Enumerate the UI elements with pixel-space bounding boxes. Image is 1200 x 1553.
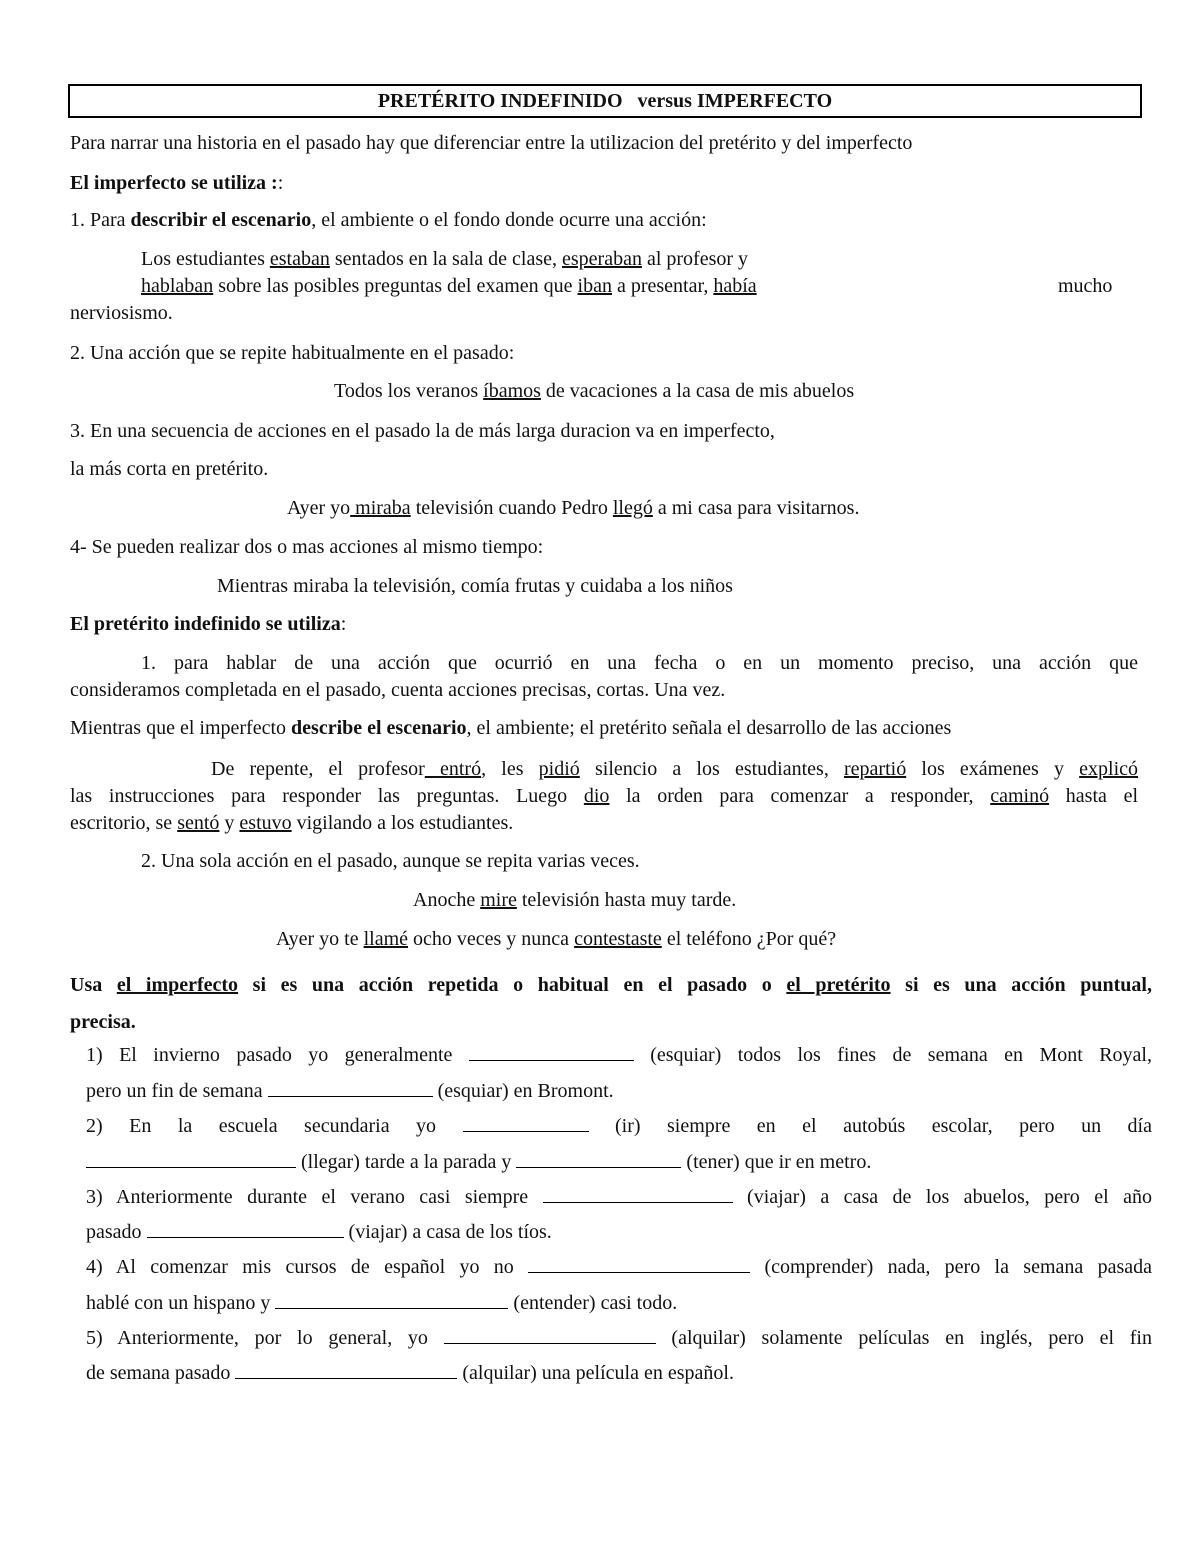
- exercise-2-blank-2[interactable]: [86, 1149, 296, 1168]
- imperfect-example-4: Mientras miraba la televisión, comía frutas y cuidaba a los niños: [217, 575, 733, 597]
- exercise-2-blank-3[interactable]: [516, 1149, 681, 1168]
- title-part2: versus IMPERFECTO: [637, 90, 833, 112]
- exercise-4-blank-2[interactable]: [275, 1290, 508, 1309]
- exercise-1-line2: pero un fin de semana (esquiar) en Bromont.: [86, 1080, 614, 1102]
- exercise-5-blank-2[interactable]: [235, 1360, 457, 1379]
- imperfect-example-1-line2: hablaban sobre las posibles preguntas del examen que iban a presentar, había: [141, 275, 757, 297]
- exercise-1-blank-1[interactable]: [469, 1042, 634, 1061]
- page-title: [68, 84, 1142, 118]
- exercise-3-blank-2[interactable]: [147, 1219, 344, 1238]
- imperfect-rule-4: 4- Se pueden realizar dos o mas acciones al mismo tiempo:: [70, 536, 544, 558]
- imperfect-rule-2: 2. Una acción que se repite habitualmente en el pasado:: [70, 342, 515, 364]
- preterite-example-2: Anoche mire televisión hasta muy tarde.: [413, 889, 737, 911]
- imperfect-example-3: Ayer yo miraba televisión cuando Pedro llegó a mi casa para visitarnos.: [287, 497, 860, 519]
- exercise-1-line1: 1) El invierno pasado yo generalmente (esquiar) todos los fines de semana en Mont Royal,: [86, 1044, 1152, 1066]
- exercise-2-line2: (llegar) tarde a la parada y (tener) que ir en metro.: [86, 1149, 871, 1175]
- exercise-instruction-line2: precisa.: [70, 1011, 136, 1033]
- preterite-rule-2: 2. Una sola acción en el pasado, aunque se repita varias veces.: [141, 850, 640, 872]
- exercise-3-line1: 3) Anteriormente durante el verano casi siempre (viajar) a casa de los abuelos, pero el año: [86, 1186, 1152, 1208]
- exercise-1-blank-2[interactable]: [268, 1078, 433, 1097]
- preterite-heading: El pretérito indefinido se utiliza:: [70, 613, 347, 635]
- imperfect-example-2: Todos los veranos íbamos de vacaciones a la casa de mis abuelos: [334, 380, 855, 402]
- exercise-3-line2: pasado (viajar) a casa de los tíos.: [86, 1221, 552, 1243]
- exercise-4-blank-1[interactable]: [528, 1254, 750, 1273]
- imperfect-heading: El imperfecto se utiliza ::: [70, 172, 284, 194]
- imperfect-rule-3b: la más corta en pretérito.: [70, 458, 269, 480]
- preterite-example-1-line3: escritorio, se sentó y estuvo vigilando a los estudiantes.: [70, 812, 514, 834]
- imperfect-example-1-line1: Los estudiantes estaban sentados en la sala de clase, esperaban al profesor y: [141, 248, 749, 270]
- exercise-4-line2: hablé con un hispano y (entender) casi todo.: [86, 1292, 678, 1314]
- preterite-rule-1-line2: consideramos completada en el pasado, cuenta acciones precisas, cortas. Una vez.: [70, 679, 726, 701]
- exercise-2-blank-1[interactable]: [463, 1113, 589, 1132]
- exercise-instruction-line1: Usa el imperfecto si es una acción repetida o habitual en el pasado o el pretérito si es una acción puntual,: [70, 974, 1152, 996]
- exercise-5-line2: de semana pasado (alquilar) una película en español.: [86, 1362, 734, 1384]
- preterite-rule-1-line1: 1. para hablar de una acción que ocurrió en una fecha o en un momento preciso, una acción que: [141, 652, 1138, 674]
- exercise-5-blank-1[interactable]: [444, 1325, 656, 1344]
- exercise-3-blank-1[interactable]: [543, 1184, 733, 1203]
- exercise-5-line1: 5) Anteriormente, por lo general, yo (alquilar) solamente películas en inglés, pero el fin: [86, 1327, 1152, 1349]
- preterite-example-1-line2: las instrucciones para responder las preguntas. Luego dio la orden para comenzar a responder, caminó hasta el: [70, 785, 1138, 807]
- imperfect-rule-3a: 3. En una secuencia de acciones en el pasado la de más larga duracion va en imperfecto,: [70, 420, 775, 442]
- imperfect-rule-1: 1. Para describir el escenario, el ambiente o el fondo donde ocurre una acción:: [70, 209, 707, 231]
- imperfect-example-1-line3: nerviosismo.: [70, 302, 173, 324]
- exercise-4-line1: 4) Al comenzar mis cursos de español yo no (comprender) nada, pero la semana pasada: [86, 1256, 1152, 1278]
- intro-text: Para narrar una historia en el pasado hay que diferenciar entre la utilizacion del pretérito y del imperfecto: [70, 132, 913, 154]
- imperfect-example-1-mucho: mucho: [1058, 275, 1113, 297]
- preterite-example-3: Ayer yo te llamé ocho veces y nunca contestaste el teléfono ¿Por qué?: [276, 928, 837, 950]
- preterite-example-1-line1: De repente, el profesor entró, les pidió silencio a los estudiantes, repartió los exámenes y explicó: [211, 758, 1139, 780]
- exercise-2-line1: 2) En la escuela secundaria yo (ir) siempre en el autobús escolar, pero un día: [86, 1115, 1152, 1137]
- title-part1: PRETÉRITO INDEFINIDO: [377, 90, 623, 112]
- preterite-contrast-note: Mientras que el imperfecto describe el escenario, el ambiente; el pretérito señala el desarrollo de las acciones: [70, 717, 952, 739]
